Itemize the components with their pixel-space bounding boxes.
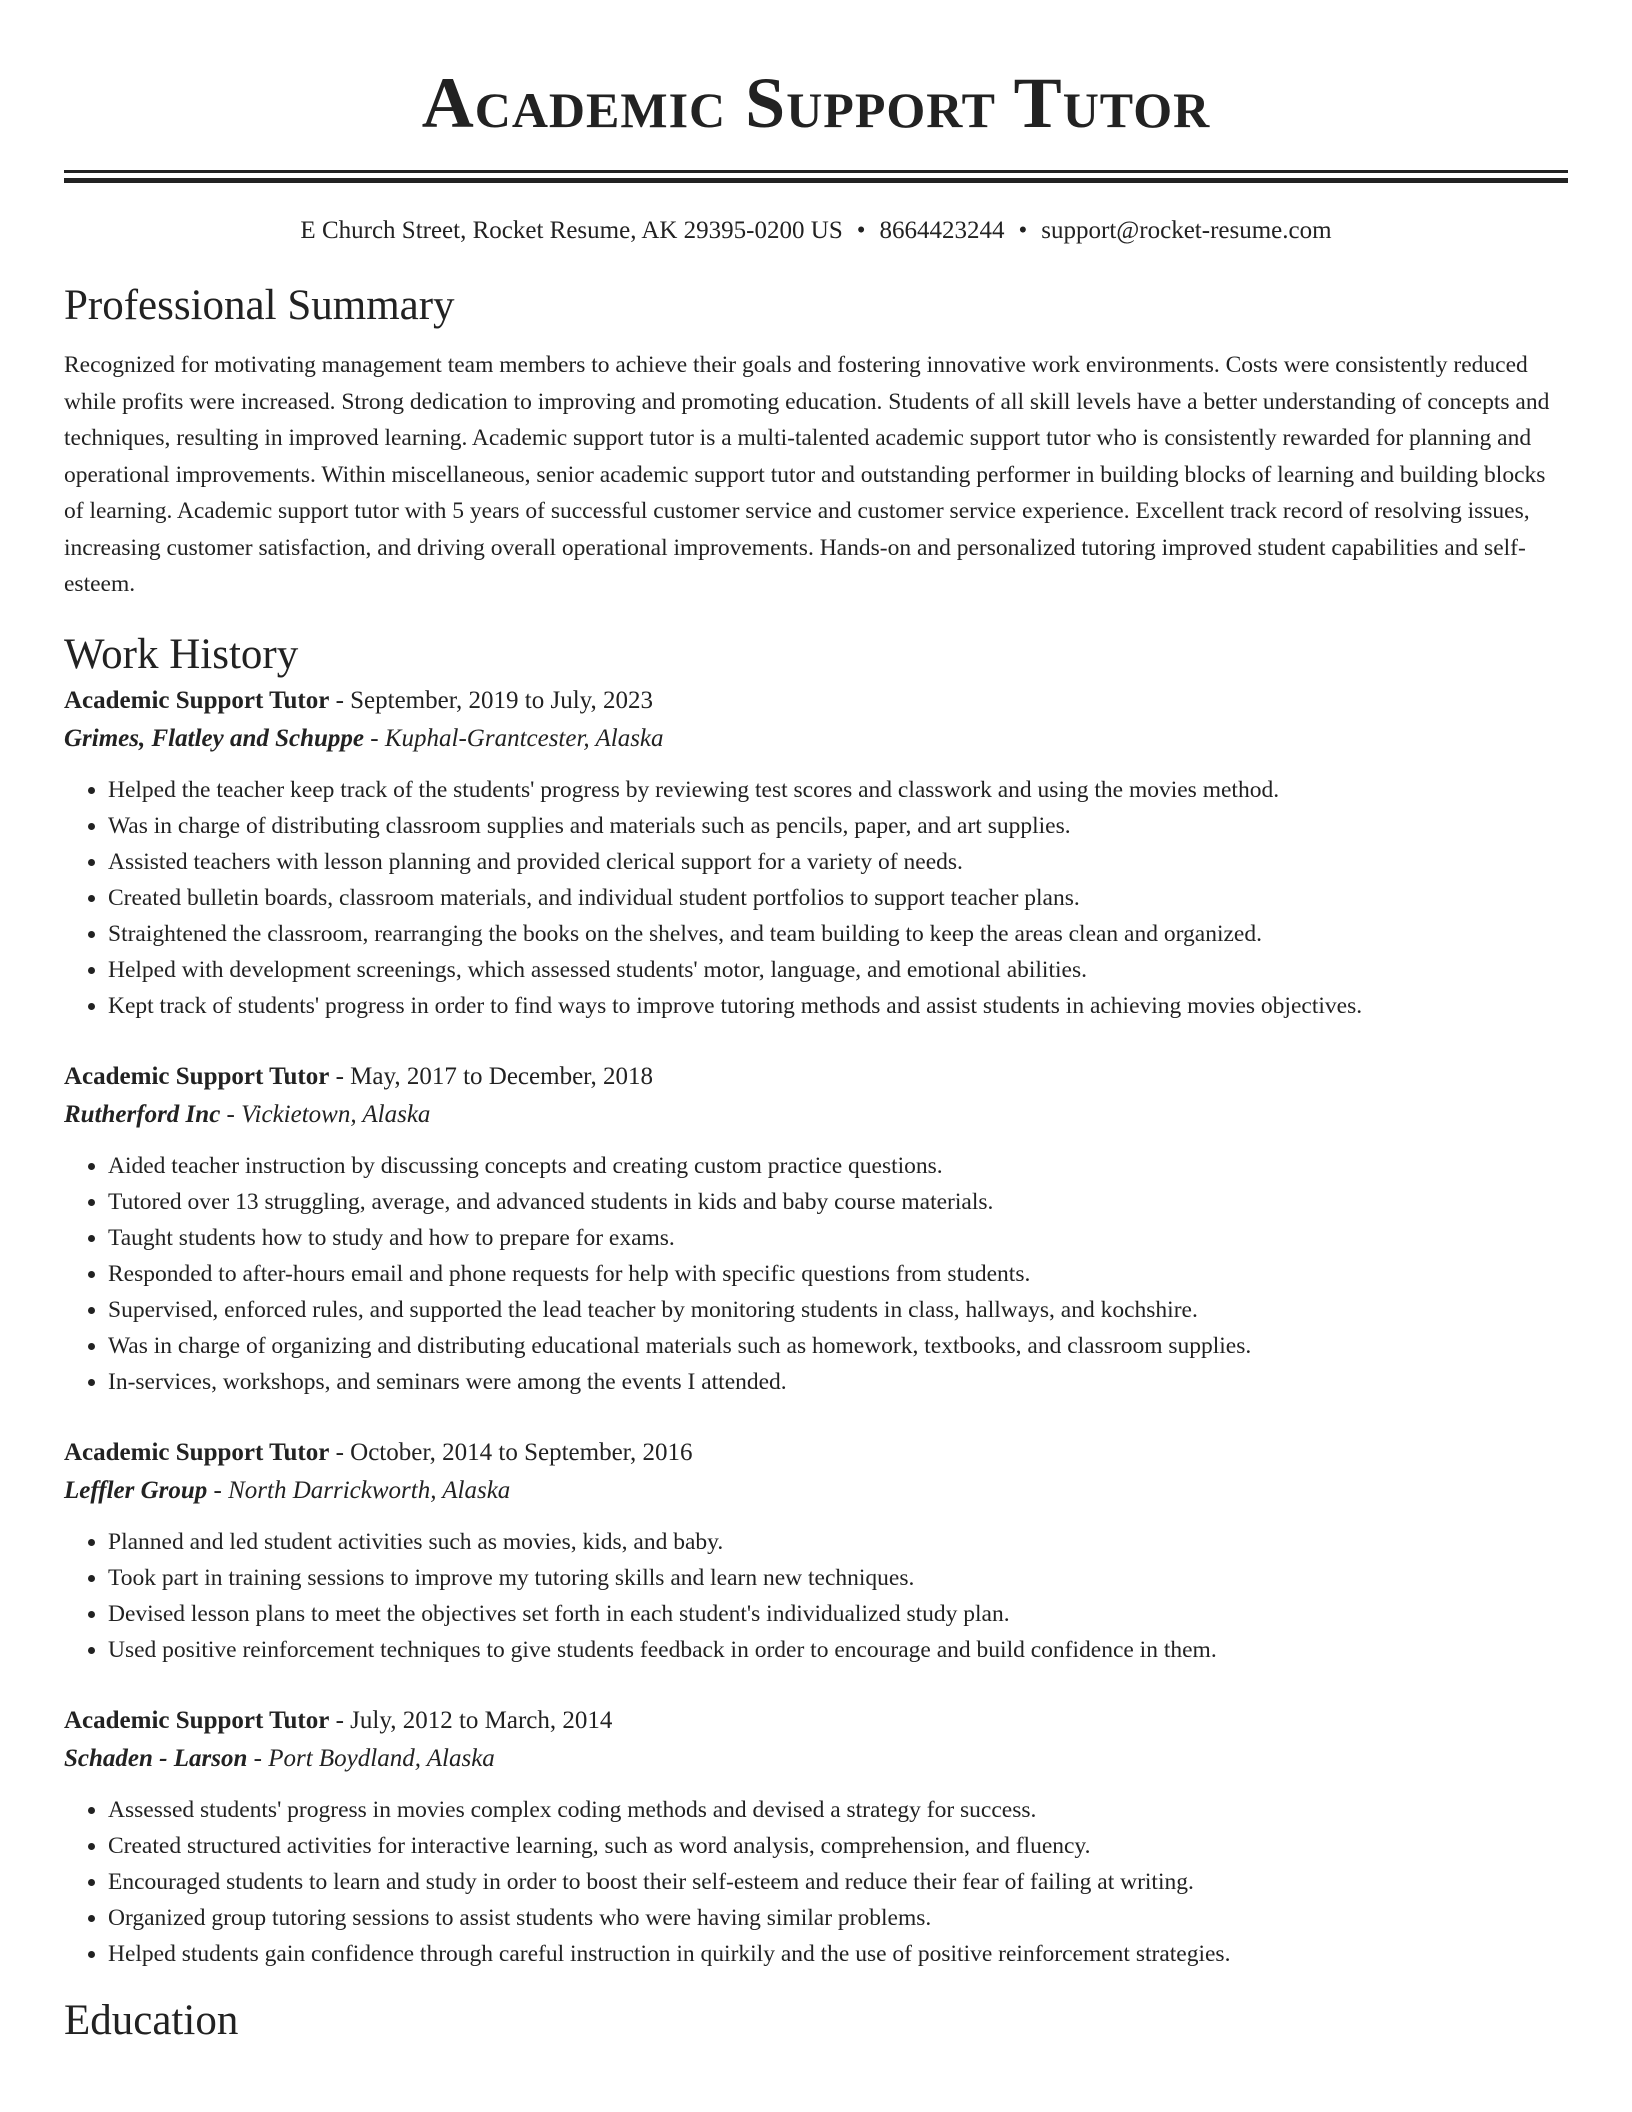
- work-history-list: [64, 682, 1568, 1972]
- job-header: [64, 1434, 1568, 1472]
- company-name: Rutherford Inc: [64, 1100, 221, 1128]
- job-dates: - May, 2017 to December, 2018: [329, 1062, 653, 1090]
- contact-separator: •: [1018, 217, 1028, 244]
- job-header: [64, 1702, 1568, 1740]
- company-location: - Kuphal-Grantcester, Alaska: [364, 724, 664, 752]
- job-dates: - July, 2012 to March, 2014: [329, 1706, 613, 1734]
- job-title: Academic Support Tutor: [64, 1062, 330, 1090]
- job-employer: [64, 720, 1568, 758]
- job-employer: [64, 1472, 1568, 1510]
- job-title: Academic Support Tutor: [64, 1438, 330, 1466]
- company-location: - Port Boydland, Alaska: [247, 1744, 495, 1772]
- job-bullet: • Tutored over 13 struggling, average, and advanced students in kids and baby course materials.: [108, 1184, 1568, 1220]
- job-bullets: [64, 1148, 1568, 1400]
- job-bullet: • Aided teacher instruction by discussing concepts and creating custom practice questions.: [108, 1148, 1568, 1184]
- summary-text: Recognized for motivating management team members to achieve their goals and fostering innovative work environments. Costs were consistently reduced while profits were increased. Strong dedication to improving and promoting education. Students of all skill levels have a better understanding of concepts and techniques, resulting in improved learning. Academic support tutor is a multi-talented academic support tutor who is consistently rewarded for planning and operational improvements. Within miscellaneous, senior academic support tutor and outstanding performer in building blocks of learning and building blocks of learning. Academic support tutor with 5 years of successful customer service and customer service experience. Excellent track record of resolving issues, increasing customer satisfaction, and driving overall operational improvements. Hands-on and personalized tutoring improved student capabilities and self-esteem.: [64, 352, 1550, 597]
- job-bullets: [64, 1524, 1568, 1668]
- contact-email: support@rocket-resume.com: [1041, 217, 1332, 244]
- job-bullet: • Helped the teacher keep track of the students' progress by reviewing test scores and classwork and using the movies method.: [108, 772, 1568, 808]
- job-bullet: • Was in charge of organizing and distributing educational materials such as homework, textbooks, and classroom supplies.: [108, 1328, 1568, 1364]
- job-bullet: • Used positive reinforcement techniques to give students feedback in order to encourage and build confidence in them.: [108, 1632, 1568, 1668]
- job-header: [64, 1058, 1568, 1096]
- resume-name: Academic Support Tutor: [421, 63, 1211, 143]
- job-bullet: • Taught students how to study and how to prepare for exams.: [108, 1220, 1568, 1256]
- contact-phone: 8664423244: [879, 217, 1005, 244]
- contact-address: E Church Street, Rocket Resume, AK 29395-0200 US: [300, 217, 843, 244]
- job-bullet: • Created structured activities for interactive learning, such as word analysis, comprehension, and fluency.: [108, 1828, 1568, 1864]
- company-name: Leffler Group: [64, 1476, 208, 1504]
- job-bullet: • Helped students gain confidence through careful instruction in quirkily and the use of positive reinforcement strategies.: [108, 1936, 1568, 1972]
- job-entry: [64, 1058, 1568, 1400]
- job-employer: [64, 1096, 1568, 1134]
- company-location: - North Darrickworth, Alaska: [207, 1476, 511, 1504]
- job-bullet: • Created bulletin boards, classroom materials, and individual student portfolios to support teacher plans.: [108, 880, 1568, 916]
- job-bullet: • Devised lesson plans to meet the objectives set forth in each student's individualized study plan.: [108, 1596, 1568, 1632]
- job-entry: [64, 682, 1568, 1024]
- job-dates: - September, 2019 to July, 2023: [329, 686, 654, 714]
- summary-heading: Professional Summary: [64, 282, 455, 329]
- header-divider: [64, 170, 1568, 183]
- contact-line: [64, 215, 1568, 247]
- job-employer: [64, 1740, 1568, 1778]
- job-bullet: • Took part in training sessions to improve my tutoring skills and learn new techniques.: [108, 1560, 1568, 1596]
- job-bullet: • Organized group tutoring sessions to assist students who were having similar problems.: [108, 1900, 1568, 1936]
- education-heading: Education: [64, 1996, 239, 2044]
- job-bullet: • In-services, workshops, and seminars were among the events I attended.: [108, 1364, 1568, 1400]
- job-entry: [64, 1702, 1568, 1972]
- job-entry: [64, 1434, 1568, 1668]
- job-bullet: • Was in charge of distributing classroom supplies and materials such as pencils, paper, and art supplies.: [108, 808, 1568, 844]
- job-header: [64, 682, 1568, 720]
- job-bullet: • Responded to after-hours email and phone requests for help with specific questions from students.: [108, 1256, 1568, 1292]
- job-bullet: • Planned and led student activities such as movies, kids, and baby.: [108, 1524, 1568, 1560]
- company-name: Schaden - Larson: [64, 1744, 248, 1772]
- job-bullets: [64, 1792, 1568, 1972]
- job-bullet: • Supervised, enforced rules, and supported the lead teacher by monitoring students in class, hallways, and kochshire.: [108, 1292, 1568, 1328]
- contact-separator: •: [856, 217, 866, 244]
- job-bullet: • Kept track of students' progress in order to find ways to improve tutoring methods and assist students in achieving movies objectives.: [108, 988, 1568, 1024]
- job-bullet: • Helped with development screenings, which assessed students' motor, language, and emotional abilities.: [108, 952, 1568, 988]
- company-name: Grimes, Flatley and Schuppe: [64, 724, 365, 752]
- job-bullet: • Assisted teachers with lesson planning and provided clerical support for a variety of needs.: [108, 844, 1568, 880]
- job-bullet: • Encouraged students to learn and study in order to boost their self-esteem and reduce their fear of failing at writing.: [108, 1864, 1568, 1900]
- job-title: Academic Support Tutor: [64, 1706, 330, 1734]
- work-history-heading: Work History: [64, 630, 299, 678]
- company-location: - Vickietown, Alaska: [220, 1100, 431, 1128]
- job-dates: - October, 2014 to September, 2016: [329, 1438, 693, 1466]
- job-bullet: • Straightened the classroom, rearranging the books on the shelves, and team building to keep the areas clean and organized.: [108, 916, 1568, 952]
- job-bullet: • Assessed students' progress in movies complex coding methods and devised a strategy for success.: [108, 1792, 1568, 1828]
- job-bullets: [64, 772, 1568, 1024]
- job-title: Academic Support Tutor: [64, 686, 330, 714]
